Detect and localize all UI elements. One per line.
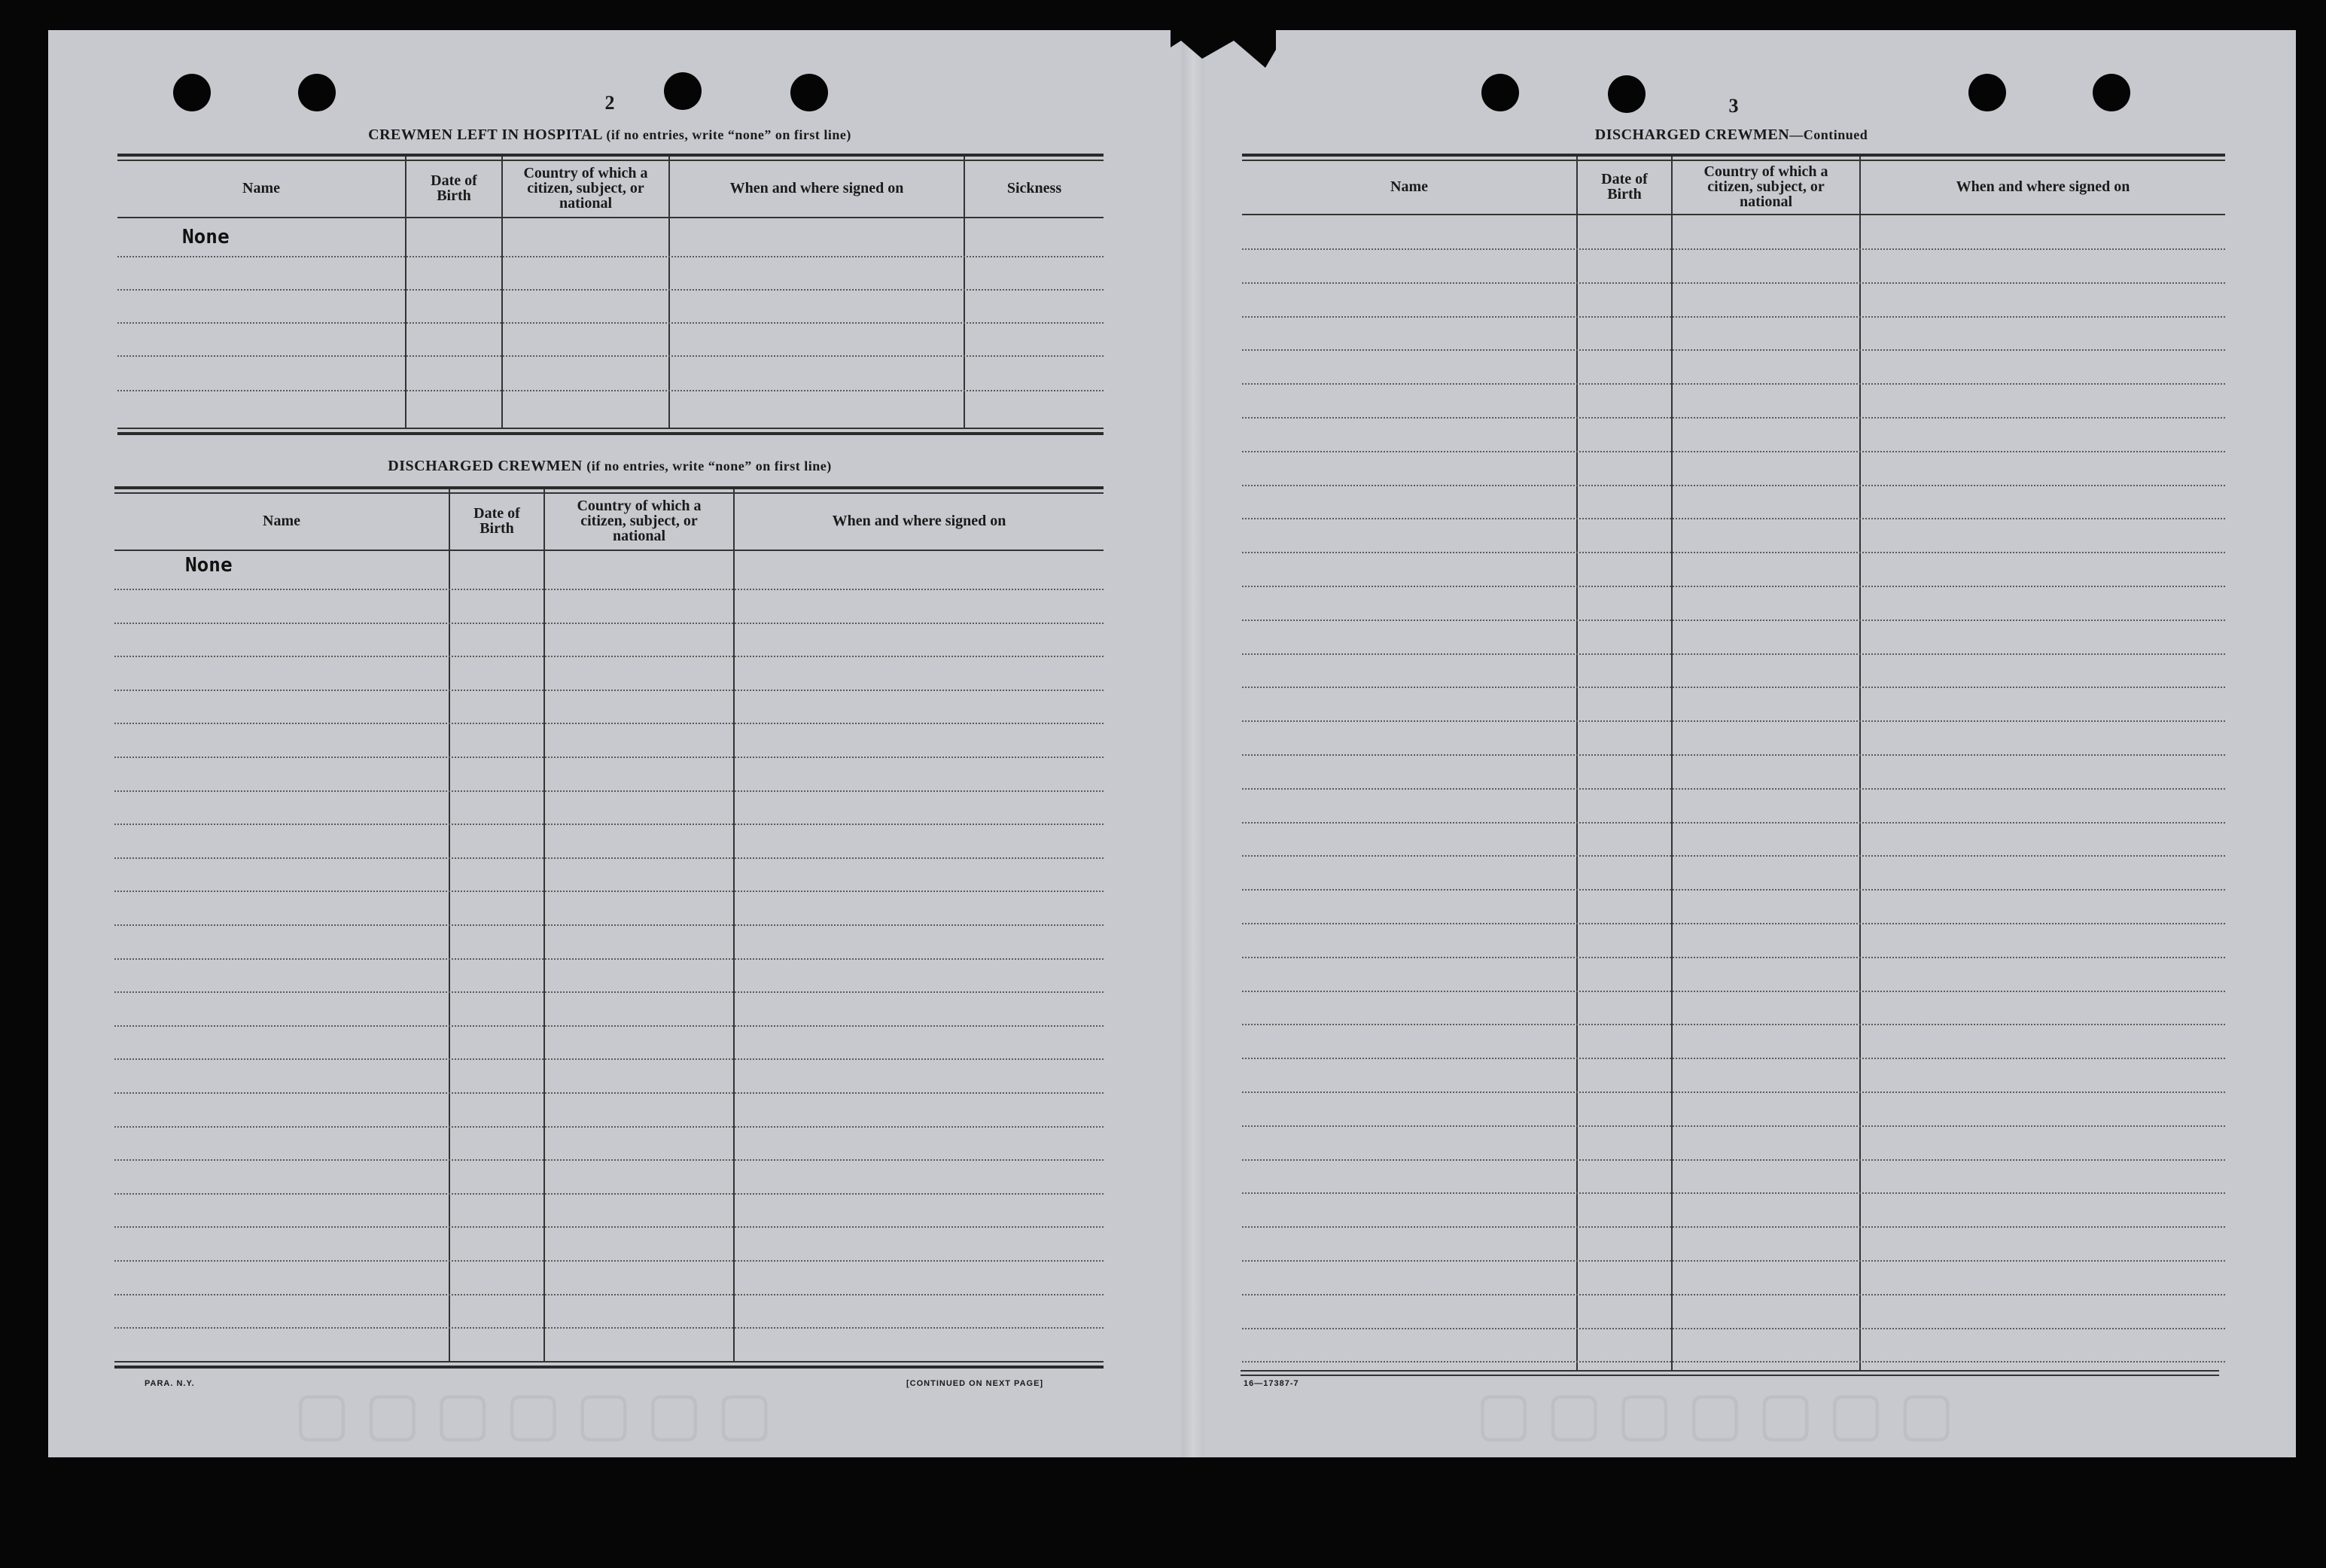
page-number: 3	[1728, 95, 1739, 117]
footer-continued-note: [CONTINUED ON NEXT PAGE]	[906, 1379, 1044, 1388]
ruled-line	[114, 589, 1104, 590]
ruled-line	[1242, 620, 2225, 621]
ruled-line	[1242, 653, 2225, 655]
punch-hole	[298, 74, 336, 111]
col-header-date-of-birth: Date of Birth	[431, 172, 477, 204]
col-header-signed-on: When and where signed on	[832, 513, 1006, 529]
ruled-line	[1242, 518, 2225, 519]
hospital-section-title: CREWMEN LEFT IN HOSPITAL (if no entries, write “none” on first line)	[368, 126, 851, 143]
ruled-line	[114, 1226, 1104, 1228]
bleed-through-mark: ▢▢▢▢▢▢▢	[294, 1378, 787, 1448]
col-header-country: Country of which a citizen, subject, or national	[523, 165, 648, 212]
bleed-through-mark: ▢▢▢▢▢▢▢	[1475, 1378, 1969, 1448]
ruled-line	[1242, 485, 2225, 486]
ruled-line	[114, 1126, 1104, 1128]
punch-hole	[1968, 74, 2006, 111]
ruled-line	[1242, 586, 2225, 587]
col-header-country: Country of which a citizen, subject, or national	[577, 498, 702, 544]
ruled-line	[114, 656, 1104, 657]
ruled-line	[114, 1025, 1104, 1027]
ruled-line	[1242, 788, 2225, 790]
ruled-line	[1242, 1260, 2225, 1262]
ruled-line	[1242, 1294, 2225, 1296]
page-fold	[1182, 30, 1204, 1457]
ruled-line	[1242, 316, 2225, 318]
ruled-line	[114, 790, 1104, 792]
ruled-line	[1242, 1328, 2225, 1329]
punch-hole	[2093, 74, 2130, 111]
footer-form-number: 16—17387-7	[1244, 1379, 1299, 1388]
ruled-line	[1242, 855, 2225, 857]
ruled-line	[1242, 889, 2225, 891]
discharged-table-top-rule	[114, 486, 1104, 489]
col-header-name: Name	[1390, 178, 1428, 195]
ruled-line	[1242, 1058, 2225, 1059]
ruled-line	[1242, 349, 2225, 351]
ruled-line	[114, 1327, 1104, 1329]
col-header-signed-on: When and where signed on	[1956, 178, 2130, 195]
ruled-line	[1242, 957, 2225, 958]
punch-hole	[790, 74, 828, 111]
ruled-line	[1242, 1361, 2225, 1362]
ruled-line	[1242, 552, 2225, 553]
col-header-signed-on: When and where signed on	[729, 180, 904, 196]
ruled-line	[114, 723, 1104, 724]
footer-printer-mark: PARA. N.Y.	[145, 1379, 195, 1388]
ruled-line	[114, 1058, 1104, 1060]
ruled-line	[114, 1193, 1104, 1195]
continued-table-top-rule	[1242, 154, 2225, 157]
ruled-line	[114, 891, 1104, 892]
ruled-line	[1242, 1024, 2225, 1025]
ruled-line	[1242, 282, 2225, 284]
ruled-line	[114, 1260, 1104, 1262]
hospital-header-rule	[117, 217, 1104, 218]
ruled-line	[1242, 1226, 2225, 1228]
ruled-line	[114, 623, 1104, 624]
col-header-country: Country of which a citizen, subject, or national	[1703, 163, 1828, 210]
ruled-line	[1242, 923, 2225, 924]
col-header-name: Name	[263, 513, 300, 529]
col-header-sickness: Sickness	[1006, 180, 1062, 196]
ruled-line	[1242, 383, 2225, 385]
ruled-line	[1242, 1092, 2225, 1093]
ruled-line	[114, 824, 1104, 825]
ruled-line	[1242, 720, 2225, 722]
punch-hole	[1608, 75, 1646, 113]
ruled-line	[1242, 991, 2225, 992]
ruled-line	[114, 991, 1104, 993]
ruled-line	[114, 690, 1104, 691]
ruled-line	[114, 958, 1104, 960]
discharged-section-title: DISCHARGED CREWMEN (if no entries, write “none” on first line)	[388, 458, 832, 474]
hospital-first-entry: None	[182, 226, 230, 248]
ruled-line	[114, 924, 1104, 926]
ruled-line	[1242, 754, 2225, 756]
discharged-header-rule	[114, 550, 1104, 551]
punch-hole	[664, 72, 702, 110]
discharged-continued-title: DISCHARGED CREWMEN—Continued	[1594, 126, 1868, 143]
ruled-line	[1242, 248, 2225, 250]
ruled-line	[1242, 822, 2225, 824]
ruled-line	[1242, 687, 2225, 688]
col-header-date-of-birth: Date of Birth	[1601, 171, 1648, 202]
hospital-table-top-rule	[117, 154, 1104, 157]
ruled-line	[114, 1294, 1104, 1296]
col-header-date-of-birth: Date of Birth	[473, 505, 520, 537]
ruled-line	[114, 1159, 1104, 1161]
ruled-line	[1242, 1125, 2225, 1127]
ruled-line	[114, 1092, 1104, 1094]
discharged-first-entry: None	[185, 554, 233, 577]
ruled-line	[114, 857, 1104, 859]
ruled-line	[114, 757, 1104, 758]
punch-hole	[173, 74, 211, 111]
page-number: 2	[604, 92, 615, 114]
right-page	[1191, 30, 2296, 1457]
ruled-line	[1242, 451, 2225, 452]
ruled-line	[1242, 1192, 2225, 1194]
ruled-line	[1242, 417, 2225, 419]
punch-hole	[1481, 74, 1519, 111]
col-header-name: Name	[242, 180, 280, 196]
continued-header-rule	[1242, 214, 2225, 215]
ruled-line	[1242, 1159, 2225, 1161]
